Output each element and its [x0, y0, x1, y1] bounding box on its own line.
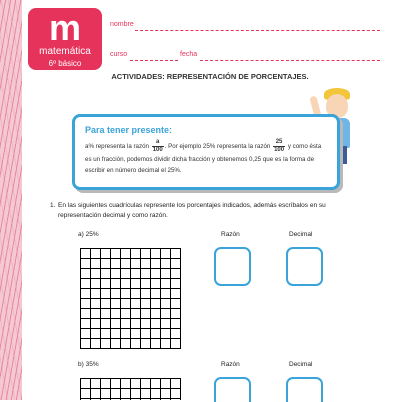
item-a-label: a) 25% — [78, 231, 99, 238]
date-line[interactable] — [200, 60, 380, 61]
course-line[interactable] — [130, 60, 178, 61]
item-a-ratio-box[interactable] — [214, 247, 251, 286]
item-a-ratio-label: Razón — [221, 231, 240, 238]
fraction-b: $\frac{25}{100}$ — [274, 139, 285, 153]
subject-logo — [28, 8, 102, 70]
info-heading: Para tener presente: — [85, 125, 173, 135]
logo-letter: m — [48, 7, 81, 48]
fraction-a: $\frac{a}{100}$ — [152, 139, 163, 153]
question-number: 1. — [50, 202, 56, 209]
item-a-decimal-box[interactable] — [286, 247, 323, 286]
info-text-b: . Por ejemplo 25% representa la razón — [164, 143, 271, 151]
item-b-decimal-box[interactable] — [286, 377, 323, 402]
item-b-ratio-box[interactable] — [214, 377, 251, 402]
logo-subject: matemática — [39, 46, 91, 57]
worksheet-title: ACTIVIDADES: REPRESENTACIÓN DE PORCENTAJES. — [111, 72, 309, 81]
name-line[interactable] — [135, 30, 380, 31]
info-text-c: y como ésta es un fracción, podemos dividir dicha fracción y obtenemos 0,25 que es la forma de escribir en número decimal el 25%. — [85, 143, 322, 174]
date-label: fecha — [180, 51, 198, 58]
info-box — [72, 114, 340, 190]
course-label: curso — [110, 51, 128, 58]
item-a-decimal-label: Decimal — [289, 231, 313, 238]
question-1 — [50, 201, 358, 221]
decorative-side-strip — [0, 0, 22, 400]
item-b-ratio-label: Razón — [221, 361, 240, 368]
name-label: nombre — [110, 21, 134, 28]
item-a-grid[interactable] — [80, 248, 181, 349]
question-text: En las siguientes cuadrículas represente los porcentajes indicados, además escríbalos en su representación decimal y como razón. — [58, 202, 326, 219]
info-text — [85, 139, 329, 176]
item-b-decimal-label: Decimal — [289, 361, 313, 368]
item-b-grid[interactable] — [80, 378, 181, 400]
logo-grade: 6º básico — [48, 59, 82, 68]
info-text-a: a% representa la razón — [85, 143, 149, 151]
item-b-label: b) 35% — [78, 361, 99, 368]
